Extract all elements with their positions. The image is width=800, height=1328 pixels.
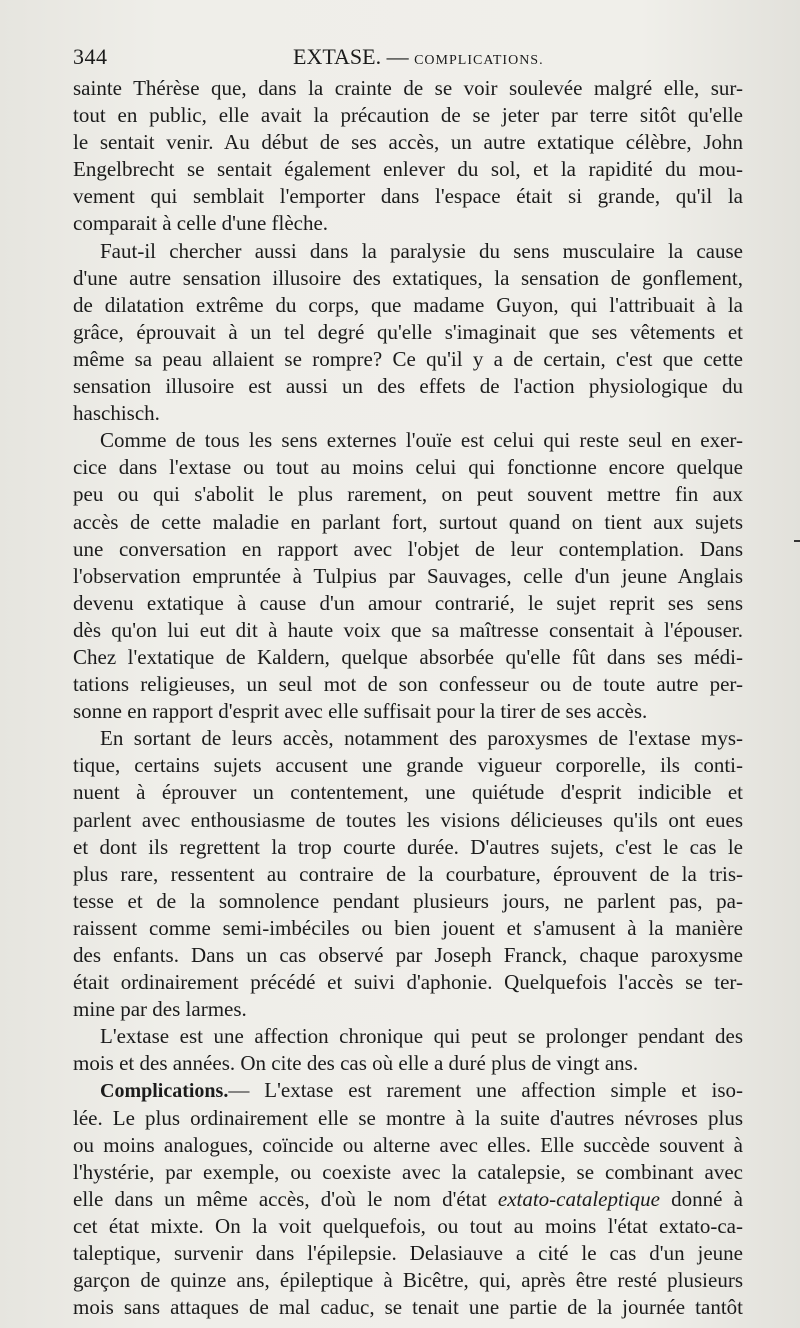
- text-line: taleptique, survenir dans l'épilepsie. Delasiauve a cité le cas d'un jeune: [73, 1241, 743, 1266]
- text-line: vement qui semblait l'emporter dans l'espace était si grande, qu'il la: [73, 184, 743, 209]
- body-text: [73, 75, 743, 1321]
- text-line: était ordinairement précédé et suivi d'aphonie. Quelquefois l'accès se ter-: [73, 970, 743, 995]
- text-line: le sentait venir. Au début de ses accès, un autre extatique célèbre, John: [73, 130, 743, 155]
- margin-mark: [794, 540, 800, 542]
- complications-paragraph: [73, 1077, 743, 1321]
- italic-term: extato-cataleptique: [497, 1186, 660, 1211]
- text-line: peu ou qui s'abolit le plus rarement, on peut souvent mettre fin aux: [73, 482, 743, 507]
- text-line: d'une autre sensation illusoire des extatiques, la sensation de gonflement,: [73, 265, 743, 290]
- text-line: ou moins analogues, coïncide ou alterne avec elles. Elle succède souvent à: [73, 1132, 743, 1157]
- paragraph: [73, 75, 743, 238]
- text-line: lée. Le plus ordinairement elle se montre à la suite d'autres névroses plus: [73, 1105, 743, 1130]
- page-number: 344: [73, 44, 108, 69]
- title-separator: —: [386, 44, 409, 69]
- text-line: tique, certains sujets accusent une grande vigueur corporelle, ils conti-: [73, 753, 743, 778]
- text-line: raissent comme semi-imbéciles ou bien jouent et s'amusent à la manière: [73, 915, 743, 940]
- paragraph: [73, 238, 743, 428]
- paragraph: [73, 1023, 743, 1077]
- text-line: [73, 1077, 743, 1104]
- text-line: grâce, éprouvait à un tel degré qu'elle s'imaginait que ses vêtements et: [73, 319, 743, 344]
- text-line: garçon de quinze ans, épileptique à Bicêtre, qui, après être resté plusieurs: [73, 1268, 743, 1293]
- text-line: plus rare, ressentent au contraire de la courbature, éprouvent de la tris-: [73, 861, 743, 886]
- text-line: haschisch.: [73, 401, 160, 426]
- text-line: de dilatation extrême du corps, que madame Guyon, qui l'attribuait à la: [73, 292, 743, 317]
- text-line: Chez l'extatique de Kaldern, quelque absorbée qu'elle fût dans ses médi-: [73, 644, 743, 669]
- text-line: Engelbrecht se sentait également enlever du sol, et la rapidité du mou-: [73, 157, 743, 182]
- text-span: elle dans un même accès, d'où le nom d'état: [73, 1186, 498, 1211]
- text-line: même sa peau allaient se rompre? Ce qu'il y a de certain, c'est que cette: [73, 346, 743, 371]
- text-line: Comme de tous les sens externes l'ouïe est celui qui reste seul en exer-: [100, 428, 743, 453]
- text-line: devenu extatique à cause d'un amour contrarié, le sujet reprit ses sens: [73, 590, 743, 615]
- text-line: comparait à celle d'une flèche.: [73, 211, 329, 236]
- text-line: tations religieuses, un seul mot de son confesseur ou de toute autre per-: [73, 672, 743, 697]
- paragraph: [73, 725, 743, 1023]
- text-line: l'observation empruntée à Tulpius par Sauvages, celle d'un jeune Anglais: [73, 563, 743, 588]
- text-span: — L'extase est rarement une affection simple et iso-: [228, 1078, 743, 1103]
- text-line: cice dans l'extase ou tout au moins celui qui fonctionne encore quelque: [73, 455, 743, 480]
- running-header: [73, 42, 741, 72]
- text-line: tesse et de la somnolence pendant plusieurs jours, ne parlent pas, pa-: [73, 888, 743, 913]
- text-line: parlent avec enthousiasme de toutes les visions délicieuses qu'ils ont eues: [73, 807, 743, 832]
- text-line: sensation illusoire est aussi un des effets de l'action physiologique du: [73, 374, 743, 399]
- text-line: Faut-il chercher aussi dans la paralysie du sens musculaire la cause: [100, 238, 743, 263]
- text-line: une conversation en rapport avec l'objet de leur contemplation. Dans: [73, 536, 743, 561]
- text-line: En sortant de leurs accès, notamment des paroxysmes de l'extase mys-: [100, 726, 743, 751]
- paragraph: [73, 427, 743, 725]
- text-line: tout en public, elle avait la précaution de se jeter par terre sitôt qu'elle: [73, 103, 743, 128]
- text-line: l'hystérie, par exemple, ou coexiste avec la catalepsie, se combinant avec: [73, 1159, 743, 1184]
- text-line: sonne en rapport d'esprit avec elle suffisait pour la tirer de ses accès.: [73, 699, 648, 724]
- chapter-title: EXTASE.: [293, 44, 382, 69]
- text-line: mine par des larmes.: [73, 997, 247, 1022]
- text-line: des enfants. Dans un cas observé par Joseph Franck, chaque paroxysme: [73, 943, 743, 967]
- text-line: et dont ils regrettent la trop courte durée. D'autres sujets, c'est le cas le: [73, 834, 743, 859]
- running-title: [293, 42, 544, 76]
- text-line: accès de cette maladie en parlant fort, surtout quand on tient aux sujets: [73, 509, 743, 534]
- section-title: COMPLICATIONS.: [414, 53, 544, 68]
- text-line: cet état mixte. On la voit quelquefois, ou tout au moins l'état extato-ca-: [73, 1213, 743, 1238]
- text-line: dès qu'on lui eut dit à haute voix que sa maîtresse consentait à l'épouser.: [73, 617, 743, 642]
- section-heading: Complications.: [100, 1080, 229, 1103]
- text-line: L'extase est une affection chronique qui peut se prolonger pendant des: [100, 1024, 743, 1049]
- text-line: nuent à éprouver un contentement, une quiétude d'esprit indicible et: [73, 780, 743, 805]
- text-line: sainte Thérèse que, dans la crainte de se voir soulevée malgré elle, sur-: [73, 76, 743, 100]
- text-line: mois sans attaques de mal caduc, se tenait une partie de la journée tantôt: [73, 1295, 743, 1320]
- text-span: donné à: [659, 1186, 743, 1211]
- text-line: mois et des années. On cite des cas où elle a duré plus de vingt ans.: [73, 1051, 639, 1076]
- text-line: [73, 1186, 743, 1213]
